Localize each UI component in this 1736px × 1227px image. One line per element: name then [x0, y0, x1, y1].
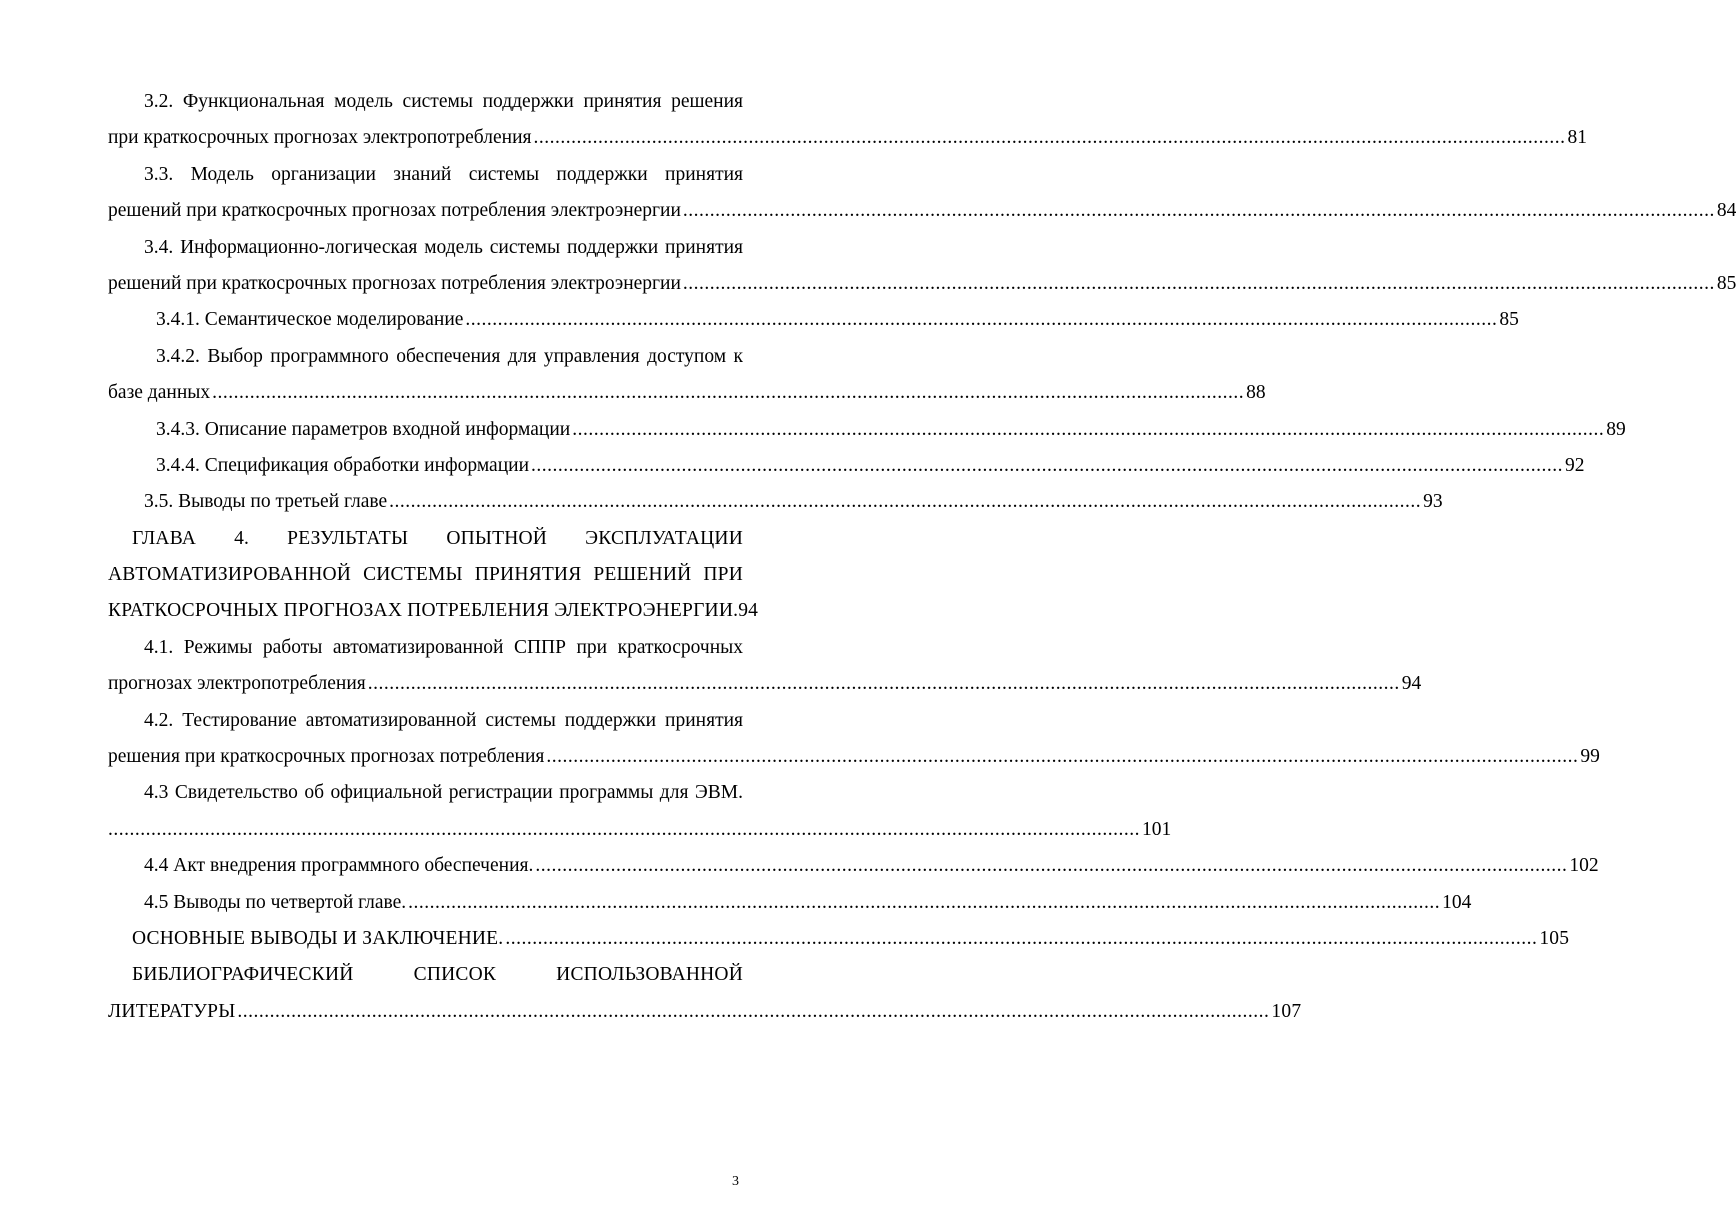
page-ref: 105: [1539, 927, 1570, 949]
page-ref: 85: [1499, 309, 1519, 331]
page-ref: 84: [1716, 200, 1736, 222]
toc-entry-3-3-line2: решений при краткосрочных прогнозах потребления электроэнергии ..... 84: [108, 193, 743, 229]
toc-entry-4-3-line1: 4.3 Свидетельство об официальной регистрации программы для ЭВМ.: [144, 782, 743, 804]
toc-entry-3-4-line2: решений при краткосрочных прогнозах потребления электроэнергии ..... 85: [108, 266, 743, 302]
toc-entry-3-4-3: 3.4.3. Описание параметров входной информации ..... 89: [108, 412, 743, 448]
toc-entry-3-2-line1: 3.2. Функциональная модель системы поддержки принятия решения: [144, 91, 743, 112]
toc-entry-4-1-line2: прогнозах электропотребления ..... 94: [108, 666, 743, 702]
page-ref: 99: [1580, 746, 1600, 768]
toc-bibliography-line1: БИБЛИОГРАФИЧЕСКИЙ СПИСОК ИСПОЛЬЗОВАННОЙ: [132, 964, 743, 986]
page-number: 3: [732, 1174, 739, 1189]
page-ref: 92: [1565, 454, 1585, 476]
page-ref: 94: [738, 600, 759, 622]
toc-bibliography-line2: ЛИТЕРАТУРЫ ..... 107: [108, 994, 743, 1030]
toc-entry-3-4-line1: 3.4. Информационно-логическая модель системы поддержки принятия: [144, 236, 743, 258]
page-ref: 101: [1142, 818, 1172, 840]
page-ref: 88: [1246, 382, 1266, 404]
toc-entry-3-4-1: 3.4.1. Семантическое моделирование ..... 85: [108, 302, 743, 338]
page-ref: 81: [1567, 127, 1587, 149]
toc-conclusions: ОСНОВНЫЕ ВЫВОДЫ И ЗАКЛЮЧЕНИЕ. ..... 105: [108, 921, 743, 957]
page-ref: 93: [1423, 491, 1443, 513]
toc-entry-4-1-line1: 4.1. Режимы работы автоматизированной СППР при краткосрочных: [144, 636, 743, 658]
toc-entry-3-4-2-line1: 3.4.2. Выбор программного обеспечения для управления доступом к: [156, 345, 743, 367]
toc-chapter-4-line2: АВТОМАТИЗИРОВАННОЙ СИСТЕМЫ ПРИНЯТИЯ РЕШЕНИЙ ПРИ: [108, 564, 743, 586]
page-ref: 85: [1716, 272, 1736, 294]
toc-entry-4-3-line2: [108, 812, 1172, 848]
toc-chapter-4-line1: ГЛАВА 4. РЕЗУЛЬТАТЫ ОПЫТНОЙ ЭКСПЛУАТАЦИИ: [132, 527, 743, 549]
toc-entry-3-2-line2: при краткосрочных прогнозах электропотребления ..... 81: [108, 120, 743, 156]
page-ref: 104: [1442, 891, 1472, 913]
page-ref: 94: [1401, 673, 1422, 695]
toc-entry-4-2-line1: 4.2. Тестирование автоматизированной системы поддержки принятия: [144, 709, 743, 731]
toc-entry-3-4-4: 3.4.4. Спецификация обработки информации ..... 92: [108, 448, 743, 484]
toc-entry-3-4-2-line2: базе данных ..... 88: [108, 375, 743, 411]
page-ref: 107: [1271, 1000, 1302, 1022]
toc-entry-4-4: 4.4 Акт внедрения программного обеспечения. ..... 102: [108, 848, 743, 884]
toc-entry-3-5: 3.5. Выводы по третьей главе ..... 93: [108, 484, 743, 520]
toc-entry-4-5: 4.5 Выводы по четвертой главе. ..... 104: [108, 885, 743, 921]
table-of-contents: [108, 84, 1736, 1030]
page-ref: 102: [1569, 855, 1599, 877]
toc-entry-4-2-line2: решения при краткосрочных прогнозах потребления ..... 99: [108, 739, 743, 775]
toc-entry-3-3-line1: 3.3. Модель организации знаний системы поддержки принятия: [144, 163, 743, 185]
page-ref: 89: [1606, 418, 1626, 440]
toc-chapter-4-line3: КРАТКОСРОЧНЫХ ПРОГНОЗАХ ПОТРЕБЛЕНИЯ ЭЛЕКТРОЭНЕРГИИ. 94: [108, 593, 743, 629]
